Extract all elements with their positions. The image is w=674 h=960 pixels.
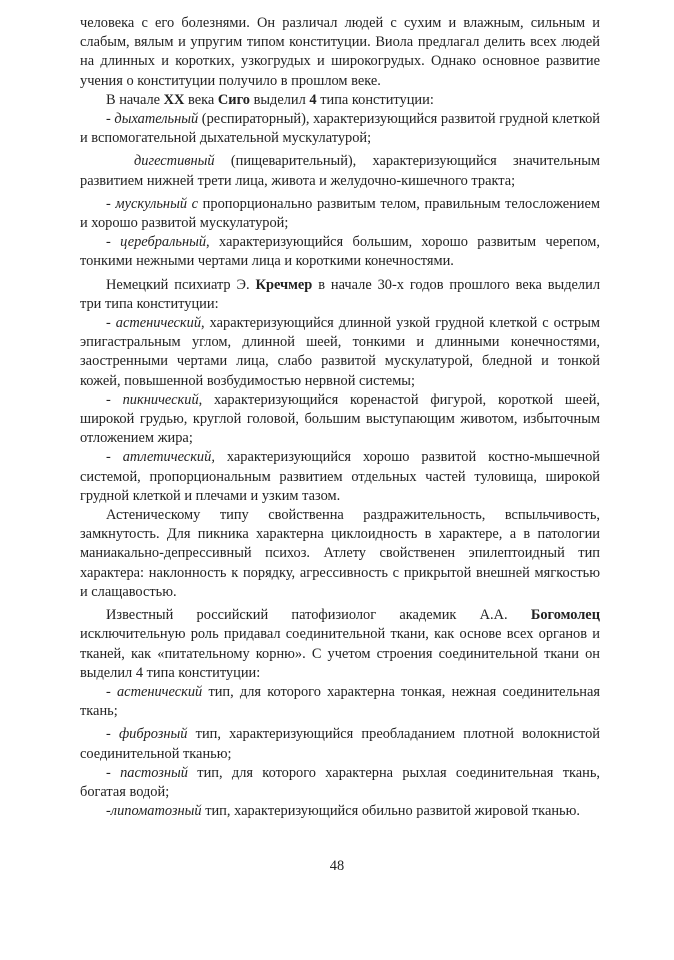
italic-term: дыхательный <box>114 111 199 128</box>
list-item-text: , характеризующийся длинной узкой грудной клеткой с острым эпигастральным углом, длинной шеей, тонкими и длинными конечностями, заостренными чертами лица, слабо развитой мускулатурой, бледной и тонкой кожей, повышенной возбудимостью нервной системы; <box>80 315 601 389</box>
list-dash: - <box>106 234 121 251</box>
paragraph-constitution-history <box>80 14 600 91</box>
list-item-text: (респираторный), характеризующийся развитой грудной клеткой и вспомогательной дыхательной мускулатурой; <box>80 111 600 147</box>
text-segment: в начале 30-х годов прошлого века выделил три типа конституции: <box>80 276 600 312</box>
list-item-respiratory <box>80 110 600 148</box>
text-segment: выделил <box>249 91 310 108</box>
paragraph-text: Астеническому типу свойственна раздражительность, вспыльчивость, замкнутость. Для пикника характерна циклоидность в характере, а в патологии маниакально-депрессивный психоз. Атлету свойственен эпилептоидный тип характера: наклонность к порядку, агрессивность с прикрытой внешней мягкостью и слащавостью. <box>80 507 600 600</box>
list-dash: - <box>106 726 119 743</box>
list-item-text: (пищеварительный), характеризующийся значительным развитием нижней трети лица, живота и желудочно-кишечного тракта; <box>80 153 600 189</box>
bold-name-kretschmer: Кречмер <box>255 276 313 293</box>
italic-term: фиброзный <box>118 726 188 743</box>
italic-term: астенический <box>116 683 203 700</box>
list-item-text: пропорционально развитым телом, правильным телосложением и хорошо развитой мускулатурой; <box>80 195 600 232</box>
list-item-text: тип, характеризующийся обильно развитой жировой тканью. <box>201 803 580 820</box>
paragraph-temperament <box>80 506 600 602</box>
list-item-asthenic-tissue <box>80 683 600 721</box>
text-segment: В начале <box>106 91 164 108</box>
bold-name-sigaud: Сиго <box>217 91 250 108</box>
page-number: 48 <box>329 858 345 874</box>
italic-term: церебральный <box>120 234 207 251</box>
italic-term: астенический <box>115 315 202 332</box>
paragraph-kretschmer-intro <box>80 276 600 314</box>
list-item-text: тип, характеризующийся преобладанием плотной волокнистой соединительной тканью; <box>80 726 600 762</box>
bold-term: XX <box>163 91 185 108</box>
bold-term: 4 <box>309 91 317 108</box>
text-segment: Известный российский патофизиолог академик А.А. <box>106 607 531 624</box>
list-dash: - <box>106 315 116 332</box>
list-item-lipomatous <box>80 802 600 821</box>
list-dash: - <box>106 391 123 408</box>
italic-term: мускульный с <box>115 195 199 212</box>
list-dash: - <box>106 195 116 212</box>
italic-term: липоматозный <box>110 803 202 820</box>
list-item-fibrous <box>80 725 600 763</box>
paragraph-sigaud-intro <box>80 91 600 110</box>
italic-term: дигестивный <box>134 153 215 170</box>
italic-term: атлетический, <box>122 449 215 466</box>
paragraph-text: человека с его болезнями. Он различал людей с сухим и влажным, сильным и слабым, вялым и упругим типом конституции. Виола предлагал делить всех людей на длинных и коротких, узкогрудых и широкогрудых. Однако основное развитие учения о конституции получило в прошлом веке. <box>80 15 600 89</box>
list-dash: - <box>106 803 111 820</box>
text-segment: Немецкий психиатр Э. <box>106 276 256 293</box>
list-item-text: , характеризующийся большим, хорошо развитым черепом, тонкими нежными чертами лица и короткими конечностями. <box>80 234 601 270</box>
list-item-asthenic <box>80 314 600 391</box>
list-dash: - <box>106 449 123 466</box>
list-item-text: , характеризующийся коренастой фигурой, короткой шеей, широкой грудью, круглой головой, большим выступающим животом, избыточным отложением жира; <box>80 391 601 447</box>
text-segment: века <box>184 91 218 108</box>
text-segment: типа конституции: <box>316 91 434 108</box>
text-segment: исключительную роль придавал соединительной ткани, как основе всех органов и тканей, как «питательному корню». С учетом строения соединительной ткани он выделил 4 типа конституции: <box>80 626 600 681</box>
list-item-athletic <box>80 448 600 506</box>
list-item-pastose <box>80 764 600 802</box>
italic-term: пикнический <box>122 391 199 408</box>
list-item-muscular <box>80 195 600 233</box>
list-dash: - <box>106 683 117 700</box>
list-item-text: тип, для которого характерна рыхлая соединительная ткань, богатая водой; <box>80 764 601 800</box>
bold-name-bogomolets: Богомолец <box>530 607 600 624</box>
list-item-pyknic <box>80 391 600 449</box>
list-dash: - <box>106 111 115 128</box>
list-dash: - <box>106 764 121 781</box>
italic-term: пастозный <box>120 764 188 781</box>
list-item-digestive <box>80 152 600 190</box>
list-item-text: тип, для которого характерна тонкая, нежная соединительная ткань; <box>80 683 600 720</box>
list-item-text: характеризующийся хорошо развитой костно-мышечной системой, пропорциональным развитием отдельных частей туловища, широкой грудной клеткой и плечами и узким тазом. <box>80 449 600 504</box>
list-item-cerebral <box>80 233 600 271</box>
paragraph-bogomolets-intro <box>80 606 600 683</box>
